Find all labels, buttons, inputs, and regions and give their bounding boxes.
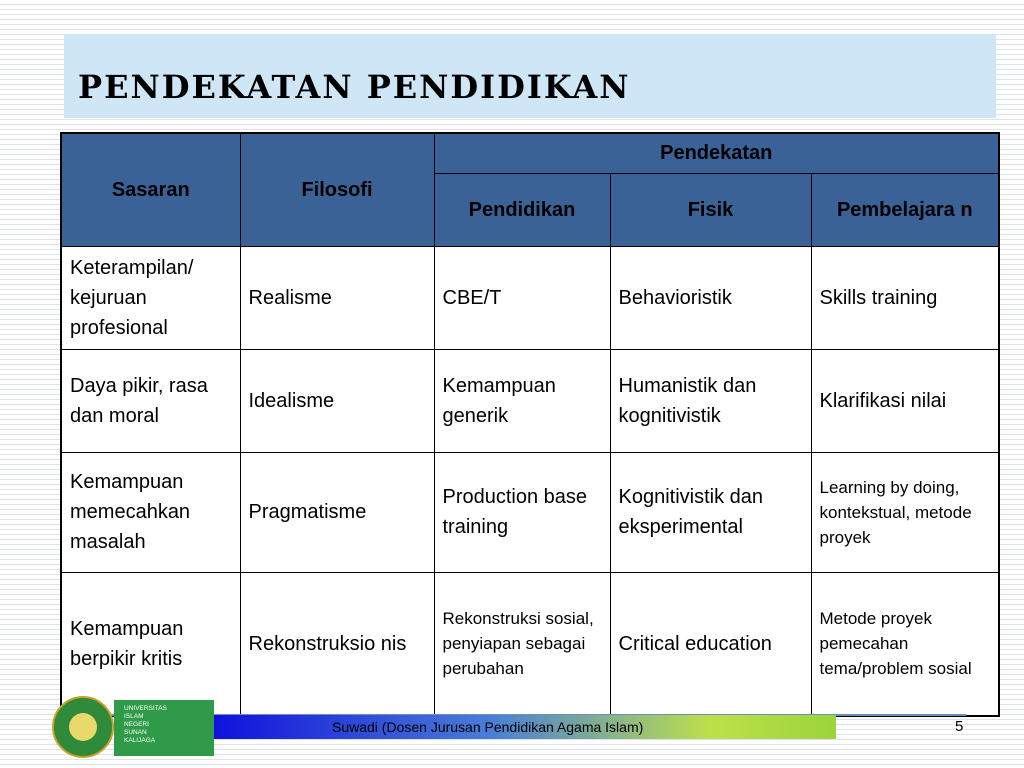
table-row [61, 349, 999, 452]
cell-fisik: Behavioristik [610, 246, 811, 349]
logo-line: KALIJAGA [124, 737, 156, 744]
cell-pendidikan: Production base training [434, 452, 610, 572]
table-row [61, 572, 999, 716]
title-bar [64, 34, 996, 118]
header-pendekatan: Pendekatan [434, 133, 999, 173]
table-row [61, 246, 999, 349]
header-sasaran: Sasaran [61, 133, 240, 246]
footer-author: Suwadi (Dosen Jurusan Pendidikan Agama Islam) [332, 719, 644, 735]
cell-pendidikan: CBE/T [434, 246, 610, 349]
page-number: 5 [955, 718, 964, 735]
logo-line: UNIVERSITAS [124, 705, 167, 712]
logo-line: SUNAN [124, 729, 147, 736]
cell-pembelajaran: Metode proyek pemecahan tema/problem sosial [811, 572, 999, 716]
table-row [61, 452, 999, 572]
header-pendidikan: Pendidikan [434, 173, 610, 246]
cell-pembelajaran: Klarifikasi nilai [811, 349, 999, 452]
cell-fisik: Kognitivistik dan eksperimental [610, 452, 811, 572]
cell-filosofi: Idealisme [240, 349, 434, 452]
logo-line: ISLAM [124, 713, 144, 720]
cell-fisik: Critical education [610, 572, 811, 716]
cell-pembelajaran: Learning by doing, kontekstual, metode proyek [811, 452, 999, 572]
cell-sasaran: Keterampilan/ kejuruan profesional [61, 246, 240, 349]
emblem-center [69, 713, 97, 741]
approach-table [60, 132, 1000, 717]
cell-filosofi: Rekonstruksio nis [240, 572, 434, 716]
cell-pendidikan: Kemampuan generik [434, 349, 610, 452]
header-pembelajaran: Pembelajara n [811, 173, 999, 246]
cell-sasaran: Daya pikir, rasa dan moral [61, 349, 240, 452]
cell-filosofi: Pragmatisme [240, 452, 434, 572]
cell-sasaran: Kemampuan memecahkan masalah [61, 452, 240, 572]
cell-sasaran: Kemampuan berpikir kritis [61, 572, 240, 716]
header-filosofi: Filosofi [240, 133, 434, 246]
cell-pembelajaran: Skills training [811, 246, 999, 349]
cell-fisik: Humanistik dan kognitivistik [610, 349, 811, 452]
logo-line: NEGERI [124, 721, 149, 728]
university-logo-text [114, 700, 214, 756]
cell-filosofi: Realisme [240, 246, 434, 349]
slide-title: PENDEKATAN PENDIDIKAN [78, 68, 631, 106]
university-emblem-icon [52, 696, 114, 758]
header-fisik: Fisik [610, 173, 811, 246]
cell-pendidikan: Rekonstruksi sosial, penyiapan sebagai perubahan [434, 572, 610, 716]
